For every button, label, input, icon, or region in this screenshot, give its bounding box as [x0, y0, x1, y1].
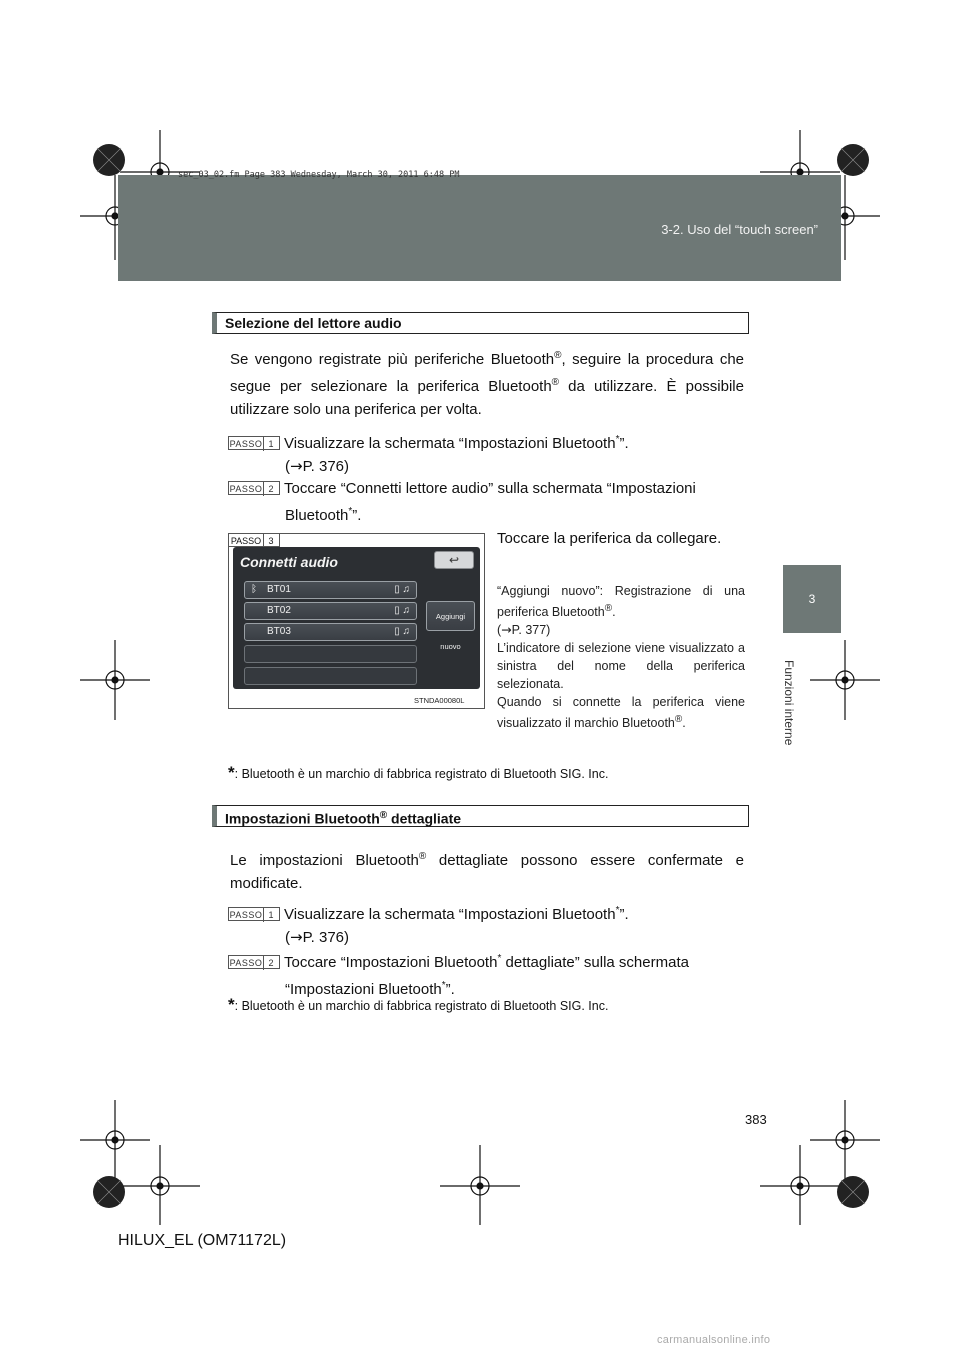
section1-intro: Se vengono registrate più periferiche Bluetooth®, seguire la procedura che segue per selezionare la periferica Bluetooth® da utilizzare. È possibile utilizzare solo una periferica per volta.: [230, 350, 745, 418]
section1-step2: PASSO 2 Toccare “Connetti lettore audio” sulla schermata “Impostazioni Bluetooth*”.: [229, 480, 696, 524]
chapter-label: Funzioni interne: [782, 660, 796, 746]
empty-slot-button[interactable]: [244, 645, 417, 663]
section1-step1: PASSO 1 Visualizzare la schermata “Impostazioni Bluetooth*”. (→P. 376): [229, 434, 629, 475]
add-new-button[interactable]: Aggiungi nuovo: [426, 601, 475, 631]
step-badge: PASSO 1: [228, 907, 280, 921]
phone-music-icon: ▯ ♫: [394, 584, 410, 595]
phone-music-icon: ▯ ♫: [394, 626, 410, 637]
device-button-bt03[interactable]: BT03 ▯ ♫: [244, 623, 417, 641]
screen-title: Connetti audio: [240, 554, 338, 570]
section2-step2: PASSO 2 Toccare “Impostazioni Bluetooth* dettagliate” sulla schermata “Impostazioni Bluetooth*”.: [229, 953, 689, 998]
phone-music-icon: ▯ ♫: [394, 605, 410, 616]
figure-code: STNDA00080L: [414, 696, 465, 705]
bluetooth-icon: ᛒ: [251, 584, 257, 595]
step-badge: PASSO 2: [228, 481, 280, 495]
step-badge: PASSO 1: [228, 436, 280, 450]
section2-intro: Le impostazioni Bluetooth® dettagliate possono essere confermate e modificate.: [230, 851, 744, 892]
section2-step1: PASSO 1 Visualizzare la schermata “Impostazioni Bluetooth*”. (→P. 376): [229, 905, 629, 946]
watermark: carmanualsonline.info: [657, 1334, 771, 1346]
manual-code: HILUX_EL (OM71172L): [118, 1232, 287, 1249]
footnote-1: *: Bluetooth è un marchio di fabbrica registrato di Bluetooth SIG. Inc.: [228, 763, 609, 782]
page-number: 383: [745, 1112, 767, 1127]
step3-instruction: Toccare la periferica da collegare.: [497, 530, 722, 547]
footnote-2: *: Bluetooth è un marchio di fabbrica registrato di Bluetooth SIG. Inc.: [228, 995, 609, 1014]
chapter-tab: 3: [783, 565, 841, 633]
step-badge: PASSO 2: [228, 955, 280, 969]
section-heading-audio-player: Selezione del lettore audio: [212, 312, 749, 334]
section-heading-bluetooth-settings: Impostazioni Bluetooth® dettagliate: [212, 805, 749, 827]
back-button[interactable]: ↩: [434, 551, 474, 569]
step-badge: PASSO 3: [228, 533, 280, 547]
file-stamp: sec_03_02.fm Page 383 Wednesday, March 30, 2011 6:48 PM: [178, 170, 460, 180]
header-section-title: 3-2. Uso del “touch screen”: [661, 222, 818, 237]
empty-slot-button[interactable]: [244, 667, 417, 685]
device-button-bt02[interactable]: BT02 ▯ ♫: [244, 602, 417, 620]
step3-notes: “Aggiungi nuovo”: Registrazione di una periferica Bluetooth®. (→P. 377) L’indicatore di selezione viene visualizzato a sinistra del nome della periferica selezionata. Quando si connette la periferica viene visualizzato il marchio Bluetooth®.: [497, 584, 745, 731]
device-button-bt01[interactable]: ᛒ BT01 ▯ ♫: [244, 581, 417, 599]
